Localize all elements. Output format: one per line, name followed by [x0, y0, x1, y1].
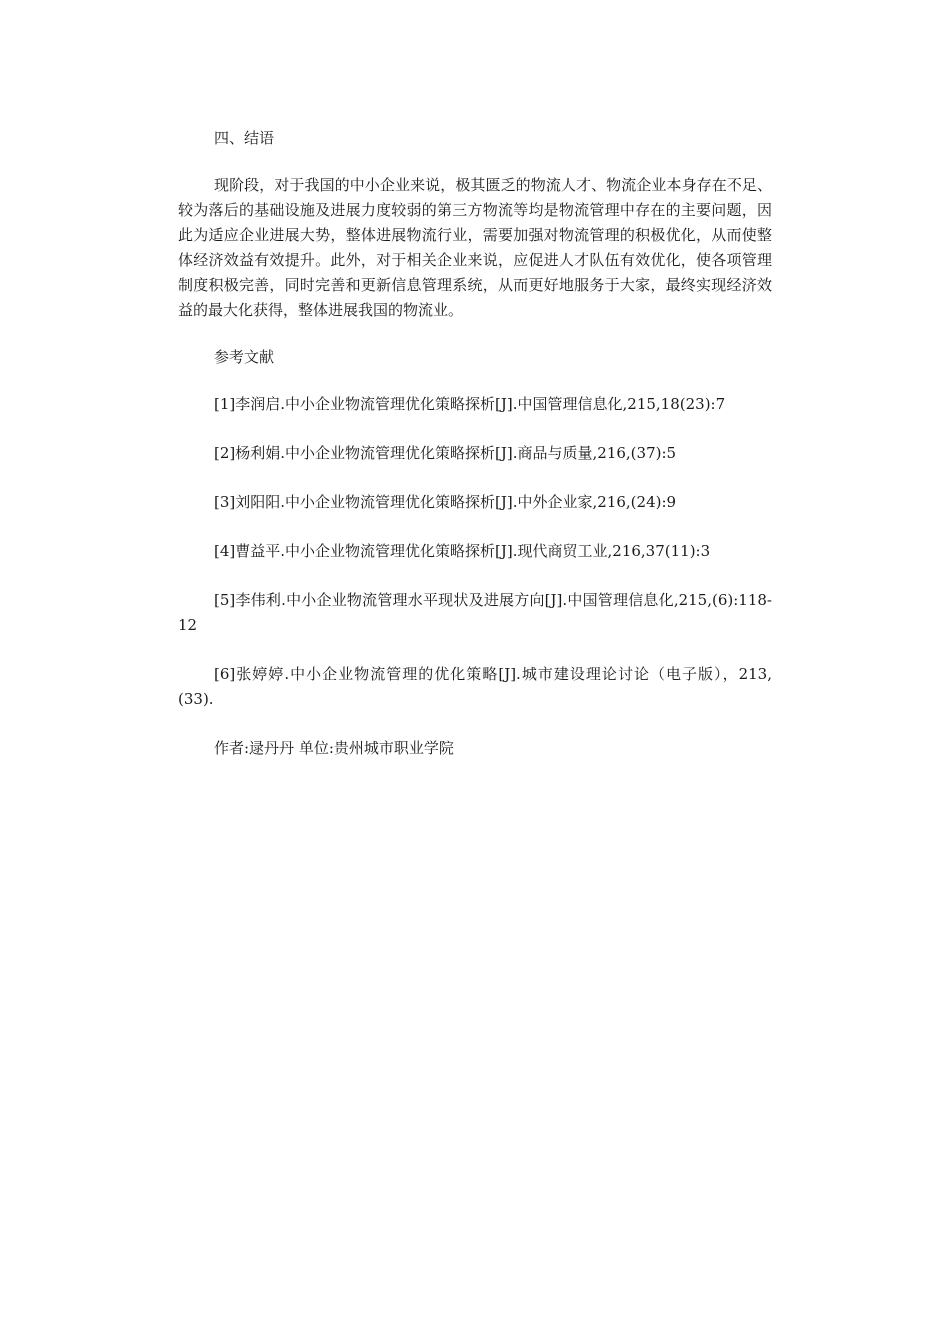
- reference-item-2: [2]杨利娟.中小企业物流管理优化策略探析[J].商品与质量,216,(37):5: [214, 444, 677, 462]
- reference-item-3: [3]刘阳阳.中小企业物流管理优化策略探析[J].中外企业家,216,(24):9: [214, 493, 677, 511]
- author-line: 作者:逯丹丹 单位:贵州城市职业学院: [214, 739, 454, 757]
- reference-item-1: [1]李润启.中小企业物流管理优化策略探析[J].中国管理信息化,215,18(23):7: [214, 395, 726, 413]
- conclusion-paragraph: 现阶段，对于我国的中小企业来说，极其匮乏的物流人才、物流企业本身存在不足、较为落后的基础设施及进展力度较弱的第三方物流等均是物流管理中存在的主要问题，因此为适应企业进展大势，整体进展物流行业，需要加强对物流管理的积极优化，从而使整体经济效益有效提升。此外，对于相关企业来说，应促进人才队伍有效优化，使各项管理制度积极完善，同时完善和更新信息管理系统，从而更好地服务于大家，最终实现经济效益的最大化获得，整体进展我国的物流业。: [178, 176, 772, 319]
- reference-item-6: [6]张婷婷.中小企业物流管理的优化策略[J].城市建设理论讨论（电子版），213,(33).: [178, 665, 772, 708]
- reference-list: [178, 392, 772, 712]
- reference-item-5: [5]李伟利.中小企业物流管理水平现状及进展方向[J].中国管理信息化,215,(6):118-12: [178, 591, 772, 634]
- section-heading: 四、结语: [214, 129, 275, 147]
- reference-item-4: [4]曹益平.中小企业物流管理优化策略探析[J].现代商贸工业,216,37(11):3: [214, 542, 711, 560]
- references-title: 参考文献: [214, 348, 275, 366]
- document-body: [178, 126, 772, 761]
